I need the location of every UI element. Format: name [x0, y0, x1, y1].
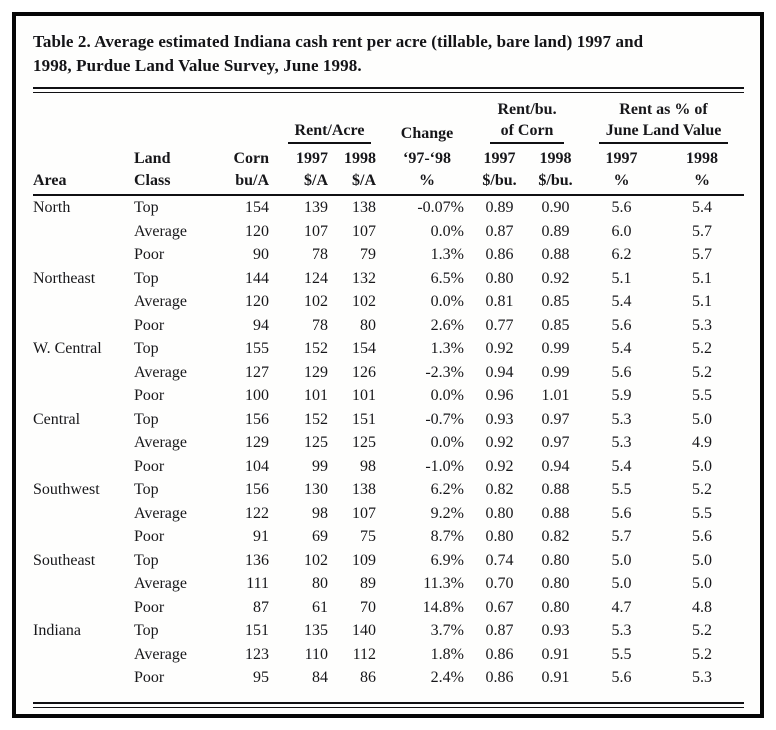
cell-land-class: Poor: [134, 669, 165, 686]
header-empty-area: [33, 147, 130, 170]
cell-rent-per-bu-1997: 0.86: [485, 246, 514, 263]
cell-pct-land-value-1997: 5.6: [611, 363, 632, 381]
cell-pct-land-value-1997: 5.3: [611, 410, 632, 428]
col-header-change-years: ‘97-‘98: [403, 150, 451, 167]
cell-rent-per-bu-1997: 0.92: [485, 434, 514, 451]
cell-corn-bu-per-acre: 129: [245, 434, 269, 451]
table-row: [33, 384, 744, 408]
col-unit-dollar-acre-1997: $/A: [276, 170, 335, 195]
cell-land-class: Poor: [134, 387, 165, 404]
cell-change-97-98: 2.6%: [430, 316, 464, 334]
cell-change-97-98: 6.9%: [430, 551, 464, 569]
table-title-line2: 1998, Purdue Land Value Survey, June 1998.: [33, 56, 362, 75]
col-header-rent-1998: 1998: [344, 150, 376, 167]
cell-rent-1998: 138: [352, 481, 376, 498]
cell-rent-1997: 110: [304, 645, 328, 663]
cell-rent-per-bu-1997: 0.80: [485, 504, 514, 522]
cell-corn-bu-per-acre: 156: [245, 481, 269, 498]
cell-change-97-98: 8.7%: [430, 528, 464, 545]
cell-rent-per-bu-1997: 0.77: [485, 316, 514, 334]
cell-area: North: [33, 199, 71, 216]
cell-land-class: Average: [134, 575, 187, 592]
cell-rent-1997: 61: [312, 598, 328, 616]
cell-change-97-98: 6.2%: [430, 481, 464, 498]
cell-rent-1998: 138: [352, 199, 376, 216]
table-row: [33, 666, 744, 690]
cell-rent-per-bu-1997: 0.92: [485, 340, 514, 357]
cell-change-97-98: 0.0%: [430, 222, 464, 240]
cell-rent-per-bu-1997: 0.96: [485, 387, 514, 404]
cell-land-class: Top: [134, 551, 159, 569]
cell-area: [33, 384, 130, 408]
cell-rent-1998: 107: [352, 222, 376, 240]
cell-rent-1997: 124: [304, 269, 328, 287]
cell-rent-1997: 107: [304, 222, 328, 240]
cell-area: [33, 314, 130, 338]
cell-rent-per-bu-1998: 0.80: [541, 575, 570, 592]
cell-rent-per-bu-1997: 0.80: [485, 528, 514, 545]
cell-corn-bu-per-acre: 91: [253, 528, 269, 545]
table-row: [33, 502, 744, 526]
cell-pct-land-value-1997: 5.4: [611, 457, 632, 475]
table-row: [33, 408, 744, 432]
cell-area: [33, 525, 130, 549]
table-row: [33, 525, 744, 549]
table-row: [33, 455, 744, 479]
cell-area: W. Central: [33, 340, 102, 357]
cell-rent-1998: 86: [360, 669, 376, 686]
cell-rent-1997: 99: [312, 457, 328, 475]
cell-rent-per-bu-1998: 0.91: [541, 645, 570, 663]
cell-rent-1997: 98: [312, 504, 328, 522]
cell-area: [33, 666, 130, 690]
cell-rent-per-bu-1997: 0.82: [485, 481, 514, 498]
cell-pct-land-value-1998: 5.2: [692, 622, 713, 639]
cell-change-97-98: -0.07%: [417, 199, 464, 216]
cell-pct-land-value-1998: 5.3: [692, 669, 713, 686]
col-header-pct-1997: 1997: [605, 150, 638, 167]
cell-pct-land-value-1997: 5.5: [611, 645, 632, 663]
cell-land-class: Top: [134, 269, 159, 287]
rent-pct-label-line2: June Land Value: [599, 120, 729, 144]
cell-corn-bu-per-acre: 120: [245, 293, 269, 310]
cell-pct-land-value-1997: 5.1: [611, 269, 632, 287]
cell-rent-per-bu-1998: 0.93: [541, 622, 570, 639]
cell-land-class: Top: [134, 481, 159, 498]
table-row: [33, 572, 744, 596]
cell-rent-1997: 80: [312, 575, 328, 592]
cell-rent-per-bu-1998: 0.99: [541, 363, 570, 381]
cell-land-class: Top: [134, 199, 159, 216]
cell-rent-per-bu-1998: 0.94: [541, 457, 570, 475]
cell-pct-land-value-1998: 5.1: [692, 293, 713, 310]
cell-pct-land-value-1998: 4.8: [692, 598, 713, 616]
cell-rent-1997: 135: [304, 622, 328, 639]
cell-rent-1997: 69: [312, 528, 328, 545]
change-group-label: Change: [400, 125, 454, 142]
cell-change-97-98: 9.2%: [430, 504, 464, 522]
cell-rent-per-bu-1998: 0.92: [541, 269, 570, 287]
cell-land-class: Top: [134, 340, 159, 357]
col-unit-pct-1998: %: [660, 170, 744, 195]
cell-rent-per-bu-1998: 0.88: [541, 246, 570, 263]
cell-pct-land-value-1998: 5.0: [692, 457, 713, 475]
cell-rent-per-bu-1997: 0.92: [485, 457, 514, 475]
table-row: [33, 478, 744, 502]
cell-area: Southwest: [33, 481, 100, 498]
cell-area: [33, 290, 130, 314]
cell-rent-1998: 132: [352, 269, 376, 287]
cell-change-97-98: 14.8%: [422, 598, 464, 616]
cell-corn-bu-per-acre: 120: [245, 222, 269, 240]
cell-change-97-98: 1.3%: [430, 246, 464, 263]
cell-pct-land-value-1998: 5.3: [692, 316, 713, 334]
cell-rent-per-bu-1998: 0.88: [541, 481, 570, 498]
cell-pct-land-value-1998: 5.2: [692, 340, 713, 357]
cell-rent-per-bu-1997: 0.81: [485, 293, 514, 310]
cell-pct-land-value-1997: 5.7: [611, 528, 632, 545]
cell-rent-1998: 98: [360, 457, 376, 475]
cell-area: Northeast: [33, 269, 96, 287]
cell-pct-land-value-1997: 5.0: [611, 575, 632, 592]
cell-pct-land-value-1997: 5.5: [611, 481, 632, 498]
table-row: [33, 361, 744, 385]
cell-area: [33, 431, 130, 455]
cell-change-97-98: 0.0%: [430, 434, 464, 451]
cell-area: Central: [33, 410, 81, 428]
col-unit-dollar-acre-1998: $/A: [335, 170, 383, 195]
cell-area: Southeast: [33, 551, 96, 569]
cell-land-class: Poor: [134, 528, 165, 545]
cell-rent-1997: 139: [304, 199, 328, 216]
cell-land-class: Average: [134, 363, 187, 381]
cell-land-class: Poor: [134, 246, 165, 263]
table-header: [33, 99, 744, 195]
cell-corn-bu-per-acre: 122: [245, 504, 269, 522]
header-group-row: [33, 99, 744, 147]
cell-change-97-98: 0.0%: [430, 387, 464, 404]
cell-pct-land-value-1997: 5.6: [611, 199, 632, 216]
cell-rent-per-bu-1998: 0.97: [541, 434, 570, 451]
col-unit-bu-per-acre: bu/A: [223, 170, 276, 195]
cell-corn-bu-per-acre: 151: [245, 622, 269, 639]
cell-pct-land-value-1998: 5.0: [692, 410, 713, 428]
cell-pct-land-value-1997: 5.6: [611, 669, 632, 686]
table-row: [33, 596, 744, 620]
cell-corn-bu-per-acre: 104: [245, 457, 269, 475]
table-row: [33, 337, 744, 361]
cell-pct-land-value-1997: 5.0: [611, 551, 632, 569]
cell-area: [33, 502, 130, 526]
rent-per-bu-label-line1: Rent/bu.: [497, 101, 557, 118]
cell-change-97-98: 1.3%: [430, 340, 464, 357]
cell-rent-1997: 78: [312, 246, 328, 263]
cell-pct-land-value-1998: 5.2: [692, 481, 713, 498]
header-spacer: [33, 99, 276, 147]
table-frame: [12, 12, 764, 718]
cell-pct-land-value-1998: 5.6: [692, 528, 713, 545]
cell-change-97-98: 2.4%: [430, 669, 464, 686]
cell-rent-per-bu-1998: 0.89: [541, 222, 570, 240]
cell-area: Indiana: [33, 622, 81, 639]
cell-pct-land-value-1998: 5.7: [692, 222, 713, 240]
cell-corn-bu-per-acre: 127: [245, 363, 269, 381]
cell-rent-1997: 84: [312, 669, 328, 686]
cell-rent-per-bu-1998: 0.80: [541, 598, 570, 616]
cell-change-97-98: 1.8%: [430, 645, 464, 663]
cell-land-class: Poor: [134, 316, 165, 334]
cell-rent-per-bu-1997: 0.74: [485, 551, 514, 569]
cell-rent-1998: 80: [360, 316, 376, 334]
cell-pct-land-value-1997: 5.4: [611, 340, 632, 357]
cell-corn-bu-per-acre: 95: [253, 669, 269, 686]
col-group-rent-acre: [276, 99, 383, 147]
cell-rent-per-bu-1998: 0.88: [541, 504, 570, 522]
cell-pct-land-value-1998: 5.1: [692, 269, 713, 287]
table-row: [33, 549, 744, 573]
cell-area: [33, 243, 130, 267]
header-year-row: [33, 147, 744, 170]
cell-change-97-98: -2.3%: [425, 363, 464, 381]
cell-corn-bu-per-acre: 156: [245, 410, 269, 428]
cell-rent-1998: 102: [352, 293, 376, 310]
cell-rent-per-bu-1998: 0.82: [541, 528, 570, 545]
cell-area: [33, 220, 130, 244]
cell-change-97-98: 3.7%: [430, 622, 464, 639]
cell-rent-per-bu-1998: 0.85: [541, 293, 570, 310]
cell-rent-per-bu-1997: 0.94: [485, 363, 514, 381]
cell-pct-land-value-1997: 5.4: [611, 293, 632, 310]
cell-rent-1998: 151: [352, 410, 376, 428]
cell-rent-per-bu-1998: 0.85: [541, 316, 570, 334]
cell-rent-1998: 75: [360, 528, 376, 545]
cell-rent-per-bu-1998: 0.80: [541, 551, 570, 569]
cell-rent-1997: 130: [304, 481, 328, 498]
cell-pct-land-value-1997: 5.9: [611, 387, 632, 404]
col-header-class: Class: [130, 170, 223, 195]
cash-rent-table: [33, 99, 744, 690]
col-header-pct-1998: 1998: [686, 150, 719, 167]
cell-area: [33, 361, 130, 385]
cell-rent-1997: 102: [304, 293, 328, 310]
rent-per-bu-label-line2: of Corn: [490, 120, 565, 144]
cell-rent-1998: 101: [352, 387, 376, 404]
cell-pct-land-value-1998: 5.5: [692, 504, 713, 522]
cell-land-class: Average: [134, 293, 187, 310]
cell-pct-land-value-1997: 6.0: [611, 222, 632, 240]
table-title: [33, 30, 744, 78]
cell-rent-per-bu-1997: 0.87: [485, 622, 514, 639]
col-header-land: Land: [134, 150, 171, 167]
table-body: [33, 195, 744, 690]
cell-rent-1998: 70: [360, 598, 376, 616]
cell-rent-per-bu-1997: 0.86: [485, 669, 514, 686]
rent-pct-label-line1: Rent as % of: [619, 101, 708, 118]
cell-area: [33, 572, 130, 596]
col-unit-dollar-bu-1998: $/bu.: [528, 170, 583, 195]
col-unit-change-pct: %: [383, 170, 471, 195]
cell-rent-1998: 125: [352, 434, 376, 451]
title-divider-rule: [33, 87, 744, 93]
cell-change-97-98: -1.0%: [425, 457, 464, 475]
table-row: [33, 243, 744, 267]
header-unit-row: [33, 170, 744, 195]
col-unit-dollar-bu-1997: $/bu.: [471, 170, 528, 195]
cell-corn-bu-per-acre: 90: [253, 246, 269, 263]
cell-area: [33, 596, 130, 620]
cell-land-class: Poor: [134, 598, 165, 616]
cell-corn-bu-per-acre: 111: [246, 575, 269, 592]
table-row: [33, 267, 744, 291]
table-row: [33, 314, 744, 338]
cell-change-97-98: 6.5%: [430, 269, 464, 287]
cell-rent-per-bu-1997: 0.70: [485, 575, 514, 592]
cell-pct-land-value-1998: 5.7: [692, 246, 713, 263]
cell-area: [33, 455, 130, 479]
cell-rent-per-bu-1997: 0.80: [485, 269, 514, 287]
cell-change-97-98: 0.0%: [430, 293, 464, 310]
cell-corn-bu-per-acre: 136: [245, 551, 269, 569]
cell-rent-1997: 129: [304, 363, 328, 381]
col-header-corn: Corn: [233, 150, 269, 167]
cell-rent-per-bu-1998: 0.97: [541, 410, 570, 428]
cell-pct-land-value-1998: 5.2: [692, 645, 713, 663]
cell-land-class: Top: [134, 622, 159, 639]
table-row: [33, 220, 744, 244]
col-header-rentbu-1997: 1997: [483, 150, 516, 167]
cell-pct-land-value-1997: 5.6: [611, 504, 632, 522]
cell-rent-1998: 89: [360, 575, 376, 592]
cell-pct-land-value-1997: 4.7: [611, 598, 632, 616]
table-row: [33, 643, 744, 667]
col-group-rent-pct-land-value: [583, 99, 744, 147]
cell-corn-bu-per-acre: 87: [253, 598, 269, 616]
cell-corn-bu-per-acre: 144: [245, 269, 269, 287]
cell-rent-1997: 152: [304, 410, 328, 428]
cell-rent-1998: 112: [352, 645, 376, 663]
cell-pct-land-value-1998: 5.4: [692, 199, 713, 216]
cell-rent-per-bu-1997: 0.86: [485, 645, 514, 663]
col-unit-pct-1997: %: [583, 170, 660, 195]
cell-rent-1997: 102: [304, 551, 328, 569]
cell-pct-land-value-1998: 5.0: [692, 575, 713, 592]
cell-pct-land-value-1997: 5.3: [611, 434, 632, 451]
cell-rent-1997: 101: [304, 387, 328, 404]
cell-rent-per-bu-1997: 0.87: [485, 222, 514, 240]
cell-rent-per-bu-1997: 0.67: [485, 598, 514, 616]
rent-acre-group-label: Rent/Acre: [288, 120, 372, 144]
cell-rent-per-bu-1998: 0.99: [541, 340, 570, 357]
col-group-rent-per-bu: [471, 99, 583, 147]
cell-corn-bu-per-acre: 100: [245, 387, 269, 404]
cell-rent-1997: 125: [304, 434, 328, 451]
cell-corn-bu-per-acre: 94: [253, 316, 269, 334]
bottom-divider-rule: [33, 702, 744, 708]
cell-pct-land-value-1997: 5.3: [611, 622, 632, 639]
cell-land-class: Average: [134, 504, 187, 522]
cell-pct-land-value-1998: 5.5: [692, 387, 713, 404]
cell-pct-land-value-1998: 5.0: [692, 551, 713, 569]
cell-rent-1998: 107: [352, 504, 376, 522]
cell-land-class: Average: [134, 434, 187, 451]
table-row: [33, 431, 744, 455]
col-header-rentbu-1998: 1998: [539, 150, 572, 167]
cell-rent-1998: 79: [360, 246, 376, 263]
col-header-rent-1997: 1997: [296, 150, 328, 167]
table-row: [33, 619, 744, 643]
cell-change-97-98: 11.3%: [423, 575, 464, 592]
cell-pct-land-value-1997: 5.6: [611, 316, 632, 334]
col-header-area: Area: [33, 170, 130, 195]
cell-pct-land-value-1997: 6.2: [611, 246, 632, 263]
cell-rent-per-bu-1998: 0.90: [541, 199, 570, 216]
cell-area: [33, 643, 130, 667]
cell-rent-per-bu-1998: 1.01: [541, 387, 570, 404]
cell-rent-per-bu-1997: 0.93: [485, 410, 514, 428]
cell-rent-1997: 152: [304, 340, 328, 357]
cell-rent-1998: 109: [352, 551, 376, 569]
cell-rent-per-bu-1997: 0.89: [485, 199, 514, 216]
cell-land-class: Average: [134, 222, 187, 240]
table-row: [33, 195, 744, 220]
cell-pct-land-value-1998: 5.2: [692, 363, 713, 381]
cell-corn-bu-per-acre: 154: [245, 199, 269, 216]
cell-rent-1998: 154: [352, 340, 376, 357]
cell-corn-bu-per-acre: 155: [245, 340, 269, 357]
cell-rent-1997: 78: [312, 316, 328, 334]
table-title-line1: Table 2. Average estimated Indiana cash rent per acre (tillable, bare land) 1997 and: [33, 32, 644, 51]
cell-land-class: Average: [134, 645, 187, 663]
cell-land-class: Poor: [134, 457, 165, 475]
cell-corn-bu-per-acre: 123: [245, 645, 269, 663]
cell-pct-land-value-1998: 4.9: [692, 434, 713, 451]
cell-rent-per-bu-1998: 0.91: [541, 669, 570, 686]
cell-rent-1998: 126: [352, 363, 376, 381]
table-row: [33, 290, 744, 314]
cell-land-class: Top: [134, 410, 159, 428]
cell-rent-1998: 140: [352, 622, 376, 639]
cell-change-97-98: -0.7%: [425, 410, 464, 428]
col-group-change: [383, 99, 471, 147]
